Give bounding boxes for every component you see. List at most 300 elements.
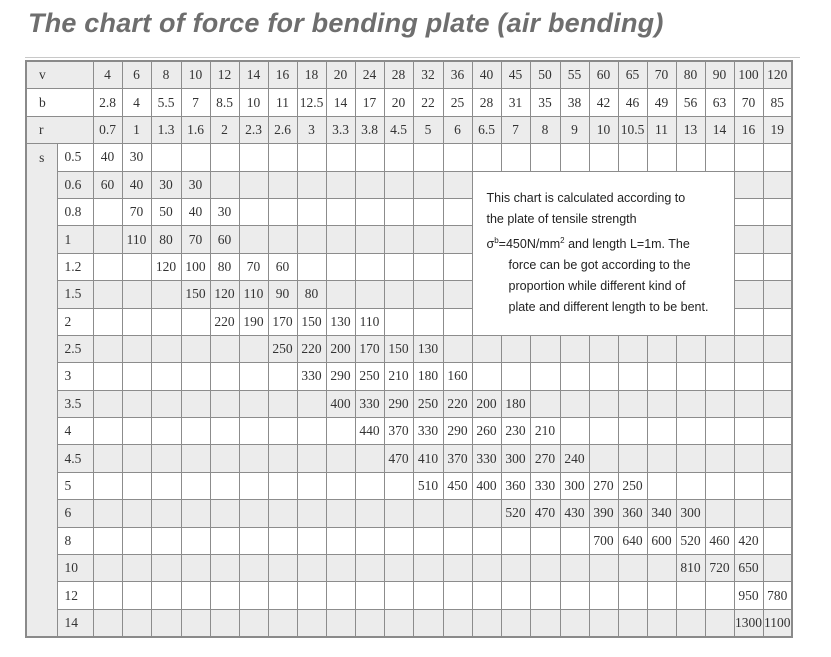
header-cell-v: 14 xyxy=(239,61,268,89)
force-cell: 430 xyxy=(560,500,589,527)
force-cell xyxy=(93,281,122,308)
force-cell xyxy=(122,253,151,280)
force-cell xyxy=(122,335,151,362)
header-cell-b: 12.5 xyxy=(297,89,326,116)
header-cell-r: 16 xyxy=(734,116,763,143)
force-cell: 110 xyxy=(239,281,268,308)
force-cell xyxy=(210,363,239,390)
force-cell xyxy=(501,582,530,609)
force-cell xyxy=(530,144,560,171)
header-cell-v: 55 xyxy=(560,61,589,89)
force-cell: 150 xyxy=(181,281,210,308)
force-cell xyxy=(268,171,297,198)
force-cell: 440 xyxy=(355,418,384,445)
header-cell-b: 70 xyxy=(734,89,763,116)
table-row xyxy=(26,335,792,362)
force-cell: 460 xyxy=(705,527,734,554)
force-cell xyxy=(297,609,326,637)
force-cell xyxy=(326,281,355,308)
force-cell: 130 xyxy=(413,335,443,362)
force-cell xyxy=(239,500,268,527)
force-cell: 40 xyxy=(93,144,122,171)
header-row-v xyxy=(26,61,792,89)
force-cell xyxy=(210,472,239,499)
header-cell-v: 60 xyxy=(589,61,618,89)
force-cell xyxy=(443,144,472,171)
force-cell xyxy=(151,363,181,390)
header-cell-v: 36 xyxy=(443,61,472,89)
force-cell xyxy=(530,582,560,609)
force-cell: 390 xyxy=(589,500,618,527)
force-cell xyxy=(589,144,618,171)
force-cell xyxy=(763,253,792,280)
force-cell xyxy=(151,472,181,499)
force-cell xyxy=(210,555,239,582)
force-cell xyxy=(560,363,589,390)
header-cell-r: 5 xyxy=(413,116,443,143)
force-cell xyxy=(472,527,501,554)
force-cell xyxy=(268,609,297,637)
thickness-value: 3.5 xyxy=(57,390,93,417)
force-cell xyxy=(472,144,501,171)
force-cell xyxy=(384,308,413,335)
header-cell-v: 70 xyxy=(647,61,676,89)
force-cell xyxy=(297,171,326,198)
thickness-value: 4.5 xyxy=(57,445,93,472)
force-cell xyxy=(589,335,618,362)
force-cell xyxy=(122,527,151,554)
force-cell xyxy=(560,335,589,362)
header-cell-v: 65 xyxy=(618,61,647,89)
force-cell xyxy=(384,582,413,609)
force-cell: 330 xyxy=(530,472,560,499)
header-cell-r: 6 xyxy=(443,116,472,143)
force-cell xyxy=(647,445,676,472)
force-cell: 210 xyxy=(530,418,560,445)
force-cell: 100 xyxy=(181,253,210,280)
thickness-value: 2.5 xyxy=(57,335,93,362)
force-cell xyxy=(210,144,239,171)
thickness-value: 12 xyxy=(57,582,93,609)
force-cell: 400 xyxy=(472,472,501,499)
force-cell xyxy=(413,500,443,527)
force-cell xyxy=(93,472,122,499)
force-cell xyxy=(326,609,355,637)
force-cell xyxy=(151,527,181,554)
force-cell xyxy=(326,171,355,198)
force-cell xyxy=(181,527,210,554)
force-cell xyxy=(763,555,792,582)
force-cell xyxy=(355,500,384,527)
force-cell: 370 xyxy=(443,445,472,472)
force-cell: 250 xyxy=(413,390,443,417)
force-cell: 180 xyxy=(413,363,443,390)
sigma-symbol: σ xyxy=(486,237,495,252)
header-cell-v: 28 xyxy=(384,61,413,89)
force-cell: 600 xyxy=(647,527,676,554)
force-cell xyxy=(297,144,326,171)
force-cell xyxy=(443,171,472,198)
header-cell-r: 7 xyxy=(501,116,530,143)
force-cell xyxy=(239,335,268,362)
header-cell-r: 2.6 xyxy=(268,116,297,143)
force-cell xyxy=(355,281,384,308)
force-cell: 290 xyxy=(384,390,413,417)
force-cell xyxy=(763,144,792,171)
force-cell xyxy=(413,609,443,637)
force-cell xyxy=(151,582,181,609)
force-cell xyxy=(734,445,763,472)
force-cell xyxy=(530,363,560,390)
force-cell: 780 xyxy=(763,582,792,609)
force-cell xyxy=(763,198,792,225)
force-cell xyxy=(355,226,384,253)
force-cell: 170 xyxy=(268,308,297,335)
force-cell: 70 xyxy=(239,253,268,280)
force-cell: 250 xyxy=(355,363,384,390)
force-cell: 470 xyxy=(530,500,560,527)
force-cell: 700 xyxy=(589,527,618,554)
force-cell xyxy=(705,609,734,637)
force-cell xyxy=(181,335,210,362)
chart-title: The chart of force for bending plate (air bending) xyxy=(28,8,664,38)
force-cell xyxy=(763,308,792,335)
row-label-r: r xyxy=(26,116,93,143)
header-cell-b: 85 xyxy=(763,89,792,116)
force-cell: 260 xyxy=(472,418,501,445)
header-cell-b: 42 xyxy=(589,89,618,116)
force-cell xyxy=(210,500,239,527)
bending-force-table xyxy=(25,60,793,638)
note-line: force can be got according to the xyxy=(508,258,691,273)
force-cell xyxy=(326,582,355,609)
force-cell xyxy=(413,582,443,609)
force-cell: 130 xyxy=(326,308,355,335)
force-cell xyxy=(268,198,297,225)
force-cell xyxy=(384,609,413,637)
force-cell: 60 xyxy=(268,253,297,280)
force-cell xyxy=(326,226,355,253)
force-cell: 240 xyxy=(560,445,589,472)
force-cell: 220 xyxy=(297,335,326,362)
header-cell-v: 50 xyxy=(530,61,560,89)
force-cell: 640 xyxy=(618,527,647,554)
force-cell xyxy=(268,226,297,253)
force-cell xyxy=(297,500,326,527)
header-cell-r: 2 xyxy=(210,116,239,143)
force-cell xyxy=(501,335,530,362)
force-cell xyxy=(268,500,297,527)
force-cell xyxy=(384,253,413,280)
force-cell xyxy=(122,609,151,637)
force-cell xyxy=(734,253,763,280)
force-cell xyxy=(355,144,384,171)
force-cell xyxy=(210,390,239,417)
row-label-b: b xyxy=(26,89,93,116)
table-row xyxy=(26,171,792,198)
force-cell xyxy=(181,418,210,445)
force-cell xyxy=(647,363,676,390)
header-cell-v: 16 xyxy=(268,61,297,89)
force-cell xyxy=(355,555,384,582)
force-cell: 70 xyxy=(181,226,210,253)
header-cell-b: 22 xyxy=(413,89,443,116)
force-cell: 30 xyxy=(122,144,151,171)
thickness-value: 1 xyxy=(57,226,93,253)
force-cell xyxy=(560,609,589,637)
force-cell: 190 xyxy=(239,308,268,335)
force-cell: 950 xyxy=(734,582,763,609)
force-cell xyxy=(239,390,268,417)
force-cell: 510 xyxy=(413,472,443,499)
force-cell xyxy=(326,555,355,582)
force-cell xyxy=(763,527,792,554)
header-cell-v: 18 xyxy=(297,61,326,89)
force-cell xyxy=(93,500,122,527)
force-cell xyxy=(239,363,268,390)
force-cell xyxy=(734,472,763,499)
header-cell-v: 120 xyxy=(763,61,792,89)
force-cell: 40 xyxy=(181,198,210,225)
force-cell: 330 xyxy=(472,445,501,472)
force-cell xyxy=(705,335,734,362)
header-cell-v: 90 xyxy=(705,61,734,89)
force-cell xyxy=(384,555,413,582)
force-cell xyxy=(239,527,268,554)
force-cell xyxy=(268,472,297,499)
header-cell-r: 1.6 xyxy=(181,116,210,143)
force-cell: 50 xyxy=(151,198,181,225)
force-cell xyxy=(355,472,384,499)
force-cell: 150 xyxy=(297,308,326,335)
force-cell xyxy=(268,144,297,171)
force-cell xyxy=(763,500,792,527)
force-cell xyxy=(151,609,181,637)
note-line: proportion while different kind of xyxy=(508,279,686,294)
force-cell xyxy=(676,363,705,390)
force-cell: 450 xyxy=(443,472,472,499)
header-row-b xyxy=(26,89,792,116)
table-row xyxy=(26,500,792,527)
force-cell xyxy=(413,527,443,554)
force-cell: 270 xyxy=(589,472,618,499)
force-cell: 370 xyxy=(384,418,413,445)
force-cell xyxy=(676,335,705,362)
force-cell xyxy=(122,472,151,499)
force-cell: 70 xyxy=(122,198,151,225)
force-cell xyxy=(239,472,268,499)
force-cell xyxy=(647,472,676,499)
force-cell: 160 xyxy=(443,363,472,390)
force-cell xyxy=(297,527,326,554)
force-cell xyxy=(181,390,210,417)
force-cell xyxy=(122,445,151,472)
force-cell xyxy=(763,390,792,417)
force-cell xyxy=(647,609,676,637)
force-cell xyxy=(501,527,530,554)
force-cell xyxy=(443,500,472,527)
header-row-r xyxy=(26,116,792,143)
force-cell xyxy=(93,363,122,390)
force-cell xyxy=(210,418,239,445)
thickness-value: 4 xyxy=(57,418,93,445)
force-cell: 1300 xyxy=(734,609,763,637)
force-cell xyxy=(618,144,647,171)
force-cell xyxy=(384,198,413,225)
force-cell xyxy=(268,555,297,582)
table-row xyxy=(26,472,792,499)
header-cell-b: 4 xyxy=(122,89,151,116)
force-cell xyxy=(443,308,472,335)
force-cell xyxy=(734,226,763,253)
force-cell xyxy=(501,144,530,171)
force-cell: 80 xyxy=(210,253,239,280)
force-cell xyxy=(589,582,618,609)
force-cell: 80 xyxy=(297,281,326,308)
header-cell-b: 20 xyxy=(384,89,413,116)
force-cell xyxy=(122,582,151,609)
force-cell: 60 xyxy=(93,171,122,198)
force-cell xyxy=(443,226,472,253)
force-cell xyxy=(297,582,326,609)
force-cell: 120 xyxy=(151,253,181,280)
table-row xyxy=(26,418,792,445)
force-cell: 470 xyxy=(384,445,413,472)
force-cell xyxy=(326,253,355,280)
force-cell xyxy=(676,390,705,417)
force-cell xyxy=(413,171,443,198)
thickness-value: 8 xyxy=(57,527,93,554)
force-cell xyxy=(181,308,210,335)
force-cell xyxy=(181,144,210,171)
force-cell xyxy=(93,445,122,472)
force-cell: 60 xyxy=(210,226,239,253)
force-cell xyxy=(210,445,239,472)
header-cell-r: 2.3 xyxy=(239,116,268,143)
header-cell-r: 0.7 xyxy=(93,116,122,143)
force-cell xyxy=(181,609,210,637)
force-cell xyxy=(181,555,210,582)
table-row xyxy=(26,144,792,171)
force-cell xyxy=(384,226,413,253)
force-cell xyxy=(676,418,705,445)
force-cell xyxy=(93,582,122,609)
force-cell: 30 xyxy=(210,198,239,225)
force-cell xyxy=(647,555,676,582)
force-cell xyxy=(93,226,122,253)
force-cell xyxy=(618,609,647,637)
force-cell xyxy=(181,445,210,472)
header-cell-b: 10 xyxy=(239,89,268,116)
force-cell: 210 xyxy=(384,363,413,390)
force-cell xyxy=(122,363,151,390)
force-cell: 340 xyxy=(647,500,676,527)
force-cell xyxy=(384,500,413,527)
force-cell xyxy=(326,198,355,225)
header-cell-b: 35 xyxy=(530,89,560,116)
force-cell xyxy=(560,390,589,417)
force-cell xyxy=(501,609,530,637)
force-cell xyxy=(734,281,763,308)
force-cell xyxy=(530,609,560,637)
force-cell xyxy=(705,472,734,499)
force-cell: 420 xyxy=(734,527,763,554)
force-cell xyxy=(413,198,443,225)
force-cell: 360 xyxy=(618,500,647,527)
header-cell-r: 14 xyxy=(705,116,734,143)
header-cell-v: 32 xyxy=(413,61,443,89)
title-divider xyxy=(25,57,800,58)
thickness-value: 2 xyxy=(57,308,93,335)
force-cell xyxy=(355,582,384,609)
force-cell xyxy=(472,363,501,390)
header-cell-v: 12 xyxy=(210,61,239,89)
force-cell xyxy=(93,390,122,417)
force-cell: 330 xyxy=(413,418,443,445)
force-cell xyxy=(705,582,734,609)
force-cell xyxy=(501,363,530,390)
force-cell: 520 xyxy=(501,500,530,527)
force-cell xyxy=(326,418,355,445)
force-cell xyxy=(210,335,239,362)
header-cell-b: 31 xyxy=(501,89,530,116)
force-cell xyxy=(589,363,618,390)
force-cell: 230 xyxy=(501,418,530,445)
force-cell xyxy=(239,609,268,637)
force-cell xyxy=(443,335,472,362)
force-cell xyxy=(530,335,560,362)
force-cell xyxy=(560,144,589,171)
force-cell: 110 xyxy=(122,226,151,253)
force-cell xyxy=(326,527,355,554)
header-cell-b: 11 xyxy=(268,89,297,116)
force-cell: 300 xyxy=(560,472,589,499)
header-cell-v: 4 xyxy=(93,61,122,89)
force-cell: 30 xyxy=(181,171,210,198)
force-cell xyxy=(763,226,792,253)
force-cell: 220 xyxy=(210,308,239,335)
force-cell xyxy=(151,390,181,417)
force-cell xyxy=(560,582,589,609)
force-cell: 40 xyxy=(122,171,151,198)
force-cell xyxy=(530,555,560,582)
force-cell xyxy=(618,582,647,609)
force-cell xyxy=(181,582,210,609)
force-cell xyxy=(734,363,763,390)
force-cell: 330 xyxy=(297,363,326,390)
header-cell-r: 6.5 xyxy=(472,116,501,143)
force-cell xyxy=(413,226,443,253)
force-cell xyxy=(151,335,181,362)
force-cell: 110 xyxy=(355,308,384,335)
force-cell xyxy=(122,418,151,445)
force-cell: 290 xyxy=(443,418,472,445)
force-cell xyxy=(443,609,472,637)
force-cell xyxy=(676,472,705,499)
force-cell xyxy=(93,527,122,554)
table-row xyxy=(26,609,792,637)
header-cell-v: 10 xyxy=(181,61,210,89)
force-cell xyxy=(647,390,676,417)
force-cell xyxy=(734,308,763,335)
header-cell-b: 2.8 xyxy=(93,89,122,116)
header-cell-b: 14 xyxy=(326,89,355,116)
force-cell xyxy=(560,555,589,582)
table-row xyxy=(26,363,792,390)
force-cell xyxy=(181,472,210,499)
thickness-value: 0.8 xyxy=(57,198,93,225)
force-cell xyxy=(355,445,384,472)
